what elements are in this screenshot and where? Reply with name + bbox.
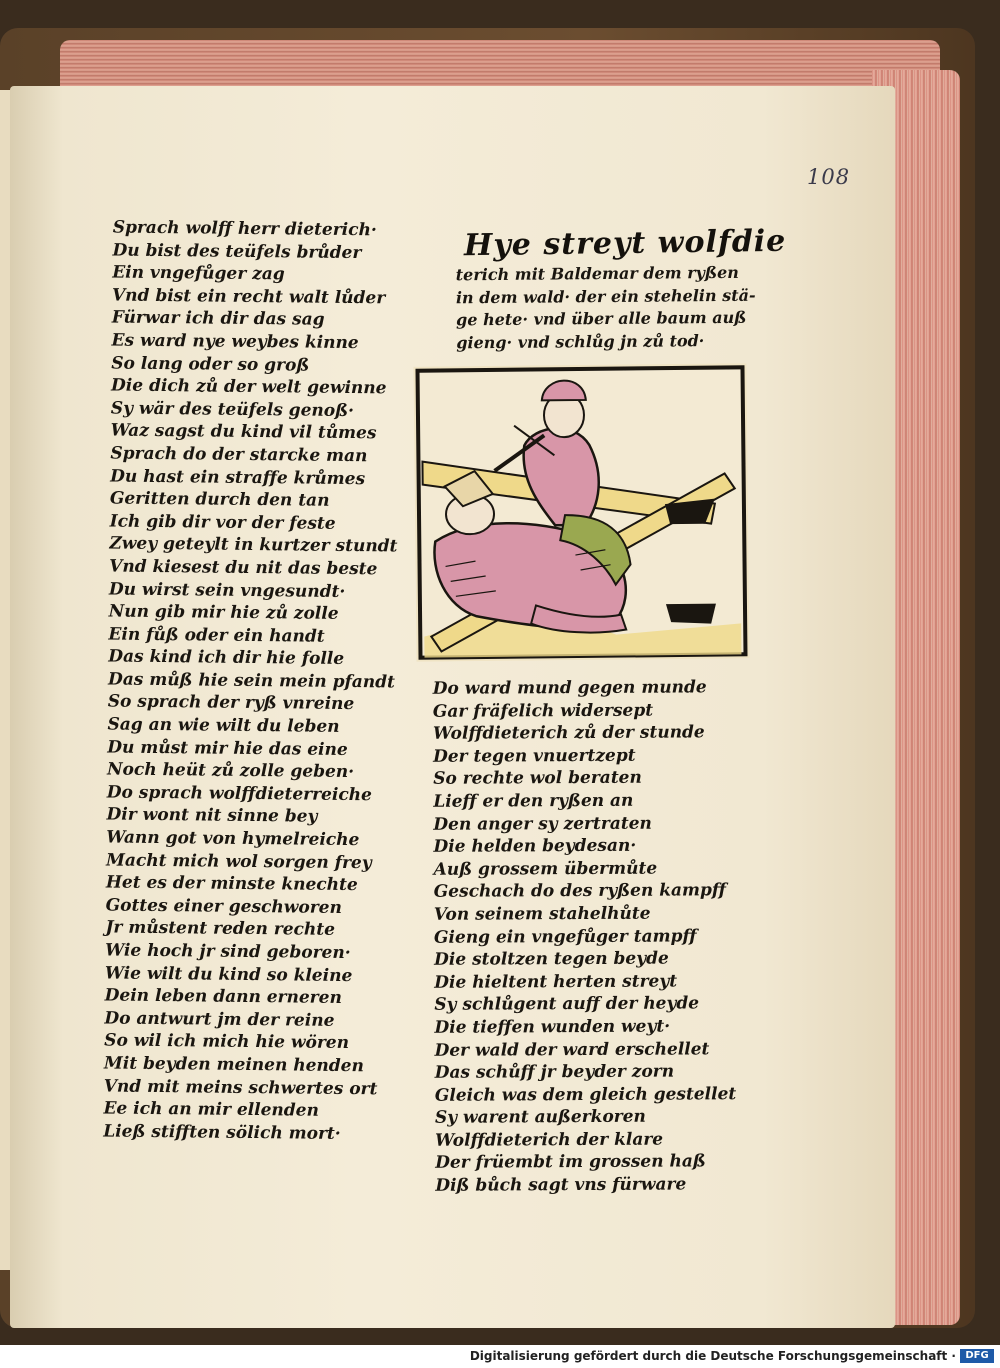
verse-line: Ein fůß oder ein handt (108, 624, 325, 647)
summary-line: gieng· vnd schlůg jn zů tod· (456, 330, 705, 353)
summary-line: terich mit Baldemar dem ryßen (455, 262, 739, 285)
verse-line: Sag an wie wilt du leben (107, 714, 340, 737)
verse-line: Von seinem stahelhůte (433, 903, 651, 925)
summary-line: ge hete· vnd über alle baum auß (456, 307, 747, 330)
verse-line: Du bist des teüfels brůder (112, 240, 362, 263)
verse-line: Vnd kiesest du nit das beste (109, 556, 378, 580)
verse-line: Nun gib mir hie zů zolle (108, 601, 339, 624)
verse-line: Der wald der ward erschellet (434, 1038, 710, 1061)
verse-line: Ee ich an mir ellenden (103, 1098, 319, 1121)
verse-line: Do antwurt jm der reine (104, 1008, 335, 1031)
verse-line: Jr můstent reden rechte (105, 917, 336, 941)
verse-line: Macht mich wol sorgen frey (106, 850, 372, 873)
verse-line: Sprach do der starcke man (110, 443, 368, 467)
woodcut-illustration (413, 363, 749, 661)
verse-line: Do ward mund gegen munde (432, 677, 707, 699)
footer-bar (0, 1345, 1000, 1368)
verse-line: Sy warent außerkoren (434, 1106, 646, 1129)
verse-line: Gleich was dem gleich gestellet (434, 1083, 737, 1106)
verse-line: Die hieltent herten streyt (434, 971, 678, 993)
verse-line: Diß bůch sagt vns fürware (435, 1174, 687, 1196)
verse-line: Du wirst sein vngesundt· (108, 578, 346, 602)
verse-line: Das můß hie sein mein pfandt (107, 669, 396, 693)
verse-line: Mit beyden meinen henden (103, 1053, 365, 1077)
left-column-text (103, 217, 401, 1146)
verse-line: Het es der minste knechte (105, 872, 358, 896)
verse-line: Der tegen vnuertzept (433, 745, 636, 767)
verse-line: Sy schlůgent auff der heyde (434, 993, 700, 1016)
verse-line: Noch heüt zů zolle geben· (106, 759, 355, 783)
verse-line: Die helden beydesan· (433, 835, 637, 857)
verse-line: Das schůff jr beyder zorn (434, 1061, 675, 1083)
verse-line: Zwey geteylt in kurtzer stundt (109, 533, 398, 557)
verse-line: Lieff er den ryßen an (433, 790, 634, 812)
verse-line: So rechte wol beraten (433, 768, 642, 790)
verse-line: Geschach do des ryßen kampff (433, 880, 726, 903)
verse-line: Du hast ein straffe krůmes (110, 466, 366, 489)
verse-line: Auß grossem übermůte (433, 858, 658, 880)
verse-line: Dir wont nit sinne bey (106, 804, 318, 828)
verse-line: Sprach wolff herr dieterich· (112, 217, 377, 241)
verse-line: Die dich zů der welt gewinne (110, 375, 387, 399)
verse-line: Geritten durch den tan (109, 488, 330, 511)
verse-line: Waz sagst du kind vil tůmes (110, 420, 377, 444)
verse-line: Gottes einer geschworen (105, 895, 343, 918)
verse-line: Wann got von hymelreiche (106, 827, 360, 851)
chapter-heading: Hye streyt wolfdie (463, 223, 787, 264)
verse-line: Die tieffen wunden weyt· (434, 1016, 671, 1038)
verse-line: Ich gib dir vor der feste (109, 511, 336, 534)
dfg-logo: DFG (960, 1349, 994, 1363)
verse-line: Wie wilt du kind so kleine (104, 963, 353, 986)
verse-line: Wie hoch jr sind geboren· (105, 940, 351, 964)
verse-line: Fürwar ich dir das sag (111, 307, 325, 331)
verse-line: Do sprach wolffdieterreiche (106, 782, 373, 806)
verse-line: Vnd bist ein recht walt lůder (111, 285, 386, 309)
verse-line: So lang oder so groß (111, 353, 310, 376)
chapter-summary-text (456, 262, 756, 355)
verse-line: So sprach der ryß vnreine (107, 691, 355, 715)
verse-line: So wil ich mich hie wören (104, 1030, 350, 1054)
verse-line: Ein vngefůger zag (112, 262, 285, 285)
verse-line: Ließ stifften sölich mort· (103, 1121, 341, 1144)
footer-credit: Digitalisierung gefördert durch die Deutsche Forschungsgemeinschaft · (469, 1349, 956, 1363)
verse-line: Das kind ich dir hie folle (108, 646, 345, 670)
folio-number: 108 (807, 165, 851, 189)
verse-line: Wolffdieterich der klare (435, 1129, 664, 1151)
verse-line: Der früembt im grossen haß (435, 1151, 706, 1174)
verse-line: Gar fräfelich widersept (432, 700, 654, 722)
verse-line: Es ward nye weybes kinne (111, 330, 359, 354)
verse-line: Wolffdieterich zů der stunde (432, 722, 705, 744)
right-column-text (433, 676, 737, 1197)
summary-line: in dem wald· der ein stehelin stä- (455, 285, 756, 307)
verse-line: Sy wär des teüfels genoß· (110, 398, 355, 421)
verse-line: Den anger sy zertraten (433, 813, 652, 835)
verse-line: Dein leben dann erneren (104, 985, 342, 1009)
verse-line: Gieng ein vngefůger tampff (433, 925, 697, 948)
verse-line: Die stoltzen tegen beyde (434, 948, 669, 970)
verse-line: Vnd mit meins schwertes ort (103, 1076, 378, 1099)
verse-line: Du můst mir hie das eine (107, 737, 348, 760)
